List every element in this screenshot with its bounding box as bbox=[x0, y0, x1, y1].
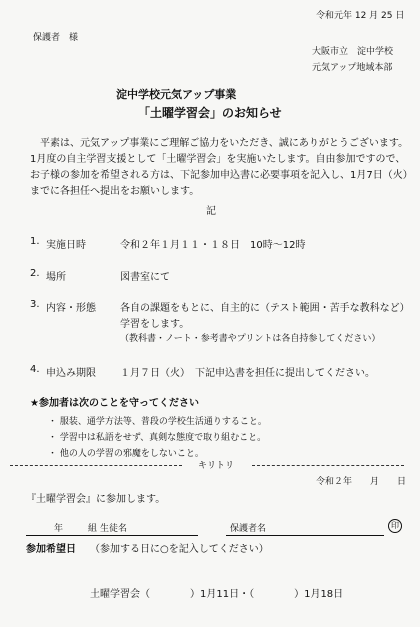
issuer-dept: 元気アップ地域本部 bbox=[312, 63, 393, 73]
form-guardian-line[interactable] bbox=[226, 535, 384, 536]
item-num: 1. bbox=[30, 236, 40, 247]
recipient: 保護者 様 bbox=[33, 33, 79, 43]
rules-item: ・ 学習中は私語をせず、真剣な態度で取り組むこと。 bbox=[48, 433, 267, 443]
intro-line: 1月度の自主学習支援として「土曜学習会」を実施いたします。自由参加ですので、 bbox=[30, 154, 406, 165]
issuer-org: 大阪市立 淀中学校 bbox=[312, 47, 394, 57]
item-value: 各自の課題をもとに、自主的に（テスト範囲・苦手な教科など） bbox=[120, 303, 410, 314]
item-value: １月７日（火） 下記申込書を担任に提出してください。 bbox=[120, 368, 375, 379]
form-name-line[interactable] bbox=[26, 535, 198, 536]
form-day-options[interactable]: 土曜学習会（ ）1月11日・（ ）1月18日 bbox=[90, 589, 344, 600]
item-num: 4. bbox=[30, 364, 40, 375]
cut-line-right bbox=[252, 465, 404, 466]
form-class-label: 組 bbox=[88, 524, 98, 534]
item-label: 場所 bbox=[46, 272, 66, 283]
intro-line: お子様の参加を希望される方は、下記参加申込書に必要事項を記入し、1月7日（火） bbox=[30, 170, 413, 181]
item-num: 2. bbox=[30, 268, 40, 279]
item-label: 実施日時 bbox=[46, 240, 86, 251]
form-join-text: 『土曜学習会』に参加します。 bbox=[26, 494, 166, 505]
item-num: 3. bbox=[30, 299, 40, 310]
intro-paragraph bbox=[30, 136, 415, 200]
ki-heading: 記 bbox=[206, 206, 216, 217]
header-date: 令和元年 12 月 25 日 bbox=[316, 11, 405, 21]
cut-line-left bbox=[10, 465, 182, 466]
form-wish-label: 参加希望日 bbox=[26, 544, 76, 555]
form-student-label: 生徒名 bbox=[100, 524, 128, 534]
form-wish-note: （参加する日に○を記入してください） bbox=[90, 544, 269, 555]
item-label: 内容・形態 bbox=[46, 303, 96, 314]
form-guardian-label: 保護者名 bbox=[230, 524, 267, 534]
title-line2: 「土曜学習会」のお知らせ bbox=[138, 106, 282, 120]
title-line1: 淀中学校元気アップ事業 bbox=[116, 88, 237, 101]
rules-heading: ★参加者は次のことを守ってください bbox=[30, 398, 199, 409]
form-year-label: 年 bbox=[54, 524, 64, 534]
intro-line: 平素は、元気アップ事業にご理解ご協力をいただき、誠にありがとうございます。 bbox=[40, 138, 409, 149]
item-note: （教科書・ノート・参考書やプリントは各自持参してください） bbox=[120, 334, 381, 344]
item-label: 申込み期限 bbox=[46, 368, 96, 379]
seal-mark: 印 bbox=[388, 519, 402, 533]
rules-item: ・ 他の人の学習の邪魔をしないこと。 bbox=[48, 449, 204, 459]
cut-label: キリトリ bbox=[198, 461, 235, 471]
form-date: 令和２年 月 日 bbox=[316, 477, 407, 487]
item-value-cont: 学習をします。 bbox=[120, 319, 190, 330]
rules-item: ・ 服装、通学方法等、普段の学校生活通りすること。 bbox=[48, 417, 267, 427]
item-value: 令和２年１月１１・１８日 10時〜12時 bbox=[120, 240, 306, 251]
intro-line: までに各担任へ提出をお願いします。 bbox=[30, 186, 200, 197]
item-value: 図書室にて bbox=[120, 272, 170, 283]
